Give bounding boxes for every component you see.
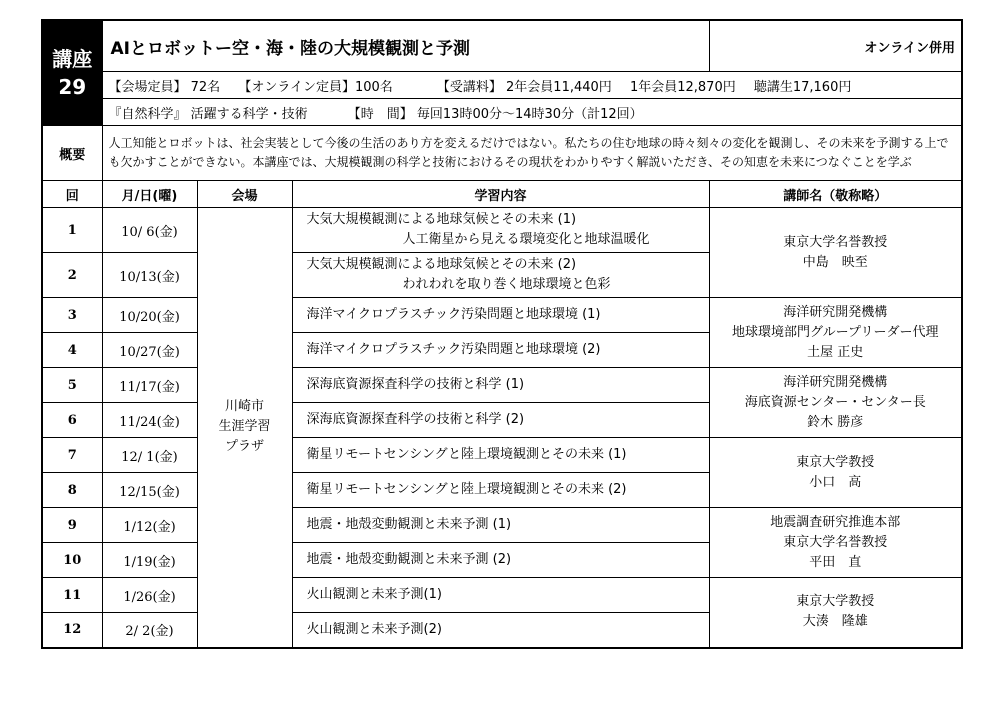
session-content [292,253,709,298]
lecturer-name: 鈴木 勝彦 [807,414,864,430]
lecturer-name: 小口 高 [809,474,862,490]
table-row [42,298,962,333]
time: 【時 間】 毎回13時00分～14時30分（計12回） [347,106,643,122]
session-number: 5 [42,368,102,403]
category: 『自然科学』 活躍する科学・技術 [108,106,308,122]
fee-auditor: 聴講生17,160円 [753,79,852,95]
session-number: 6 [42,403,102,438]
session-content: 海洋マイクロプラスチック汚染問題と地球環境 (1) [292,298,709,333]
session-content: 地震・地殻変動観測と未来予測 (1) [292,508,709,543]
header-content: 学習内容 [292,181,709,208]
session-date: 2/ 2(金) [102,613,197,648]
lecture-number-block [42,20,102,126]
session-number: 1 [42,208,102,253]
session-date: 1/19(金) [102,543,197,578]
session-date: 1/12(金) [102,508,197,543]
capacity-online: 【オンライン定員】100名 [238,79,393,95]
course-table [41,19,963,649]
fee-2year: 【受講料】 2年会員11,440円 [436,79,612,95]
course-title: AIとロボットー空・海・陸の大規模観測と予測 [102,20,709,72]
header-num: 回 [42,181,102,208]
session-content: 火山観測と未来予測(2) [292,613,709,648]
online-note: オンライン併用 [709,20,962,72]
session-date: 10/13(金) [102,253,197,298]
session-content: 地震・地殻変動観測と未来予測 (2) [292,543,709,578]
session-content: 深海底資源探査科学の技術と科学 (1) [292,368,709,403]
venue-line: 川崎市 [224,399,264,415]
lecturer-name: 大湊 隆雄 [802,614,868,630]
lecturer-affiliation: 東京大学教授 [796,454,875,470]
session-number: 11 [42,578,102,613]
session-number: 2 [42,253,102,298]
session-topic: 大気大規模観測による地球気候とその未来 (1) [306,212,577,227]
lecturer-cell [709,508,962,578]
lecturer-affiliation: 東京大学教授 [796,594,875,610]
session-date: 12/15(金) [102,473,197,508]
info-line-2 [102,99,962,126]
session-topic: 大気大規模観測による地球気候とその未来 (2) [306,257,577,272]
session-content: 深海底資源探査科学の技術と科学 (2) [292,403,709,438]
session-date: 11/17(金) [102,368,197,403]
info-line-1 [102,72,962,99]
header-date: 月/日(曜) [102,181,197,208]
venue-line: 生涯学習 [218,419,271,435]
lecturer-cell [709,578,962,648]
session-content: 火山観測と未来予測(1) [292,578,709,613]
header-venue: 会場 [197,181,292,208]
course-sheet [41,19,961,649]
lecturer-name: 平田 直 [809,554,862,570]
session-number: 9 [42,508,102,543]
summary-text: 人工知能とロボットは、社会実装として今後の生活のあり方を変えるだけではない。私たちの住む地球の時々刻々の変化を観測し、その未来を予測する上でも欠かすことができない。本講座では、大規模観測の科学と技術におけるその現状をわかりやすく解説いただき、その知恵を未来につなぐことを学ぶ [102,126,962,181]
session-number: 7 [42,438,102,473]
table-row [42,438,962,473]
header-lecturer: 講師名（敬称略） [709,181,962,208]
session-date: 10/ 6(金) [102,208,197,253]
lecturer-position: 東京大学名誉教授 [783,534,888,550]
lecturer-position: 地球環境部門グループリーダー代理 [732,324,939,340]
lecture-number: 29 [58,75,87,99]
lecturer-affiliation: 海洋研究開発機構 [783,304,888,320]
venue-cell [197,208,292,648]
table-row [42,208,962,253]
table-row [42,578,962,613]
session-date: 12/ 1(金) [102,438,197,473]
fee-1year: 1年会員12,870円 [629,79,736,95]
session-number: 12 [42,613,102,648]
session-date: 10/27(金) [102,333,197,368]
venue-line: プラザ [224,439,264,455]
lecturer-name: 中島 映至 [802,254,868,270]
session-number: 8 [42,473,102,508]
lecturer-name: 土屋 正史 [807,344,864,360]
table-row [42,508,962,543]
lecturer-cell [709,368,962,438]
table-row [42,368,962,403]
lecturer-affiliation: 海洋研究開発機構 [783,374,888,390]
lecturer-cell [709,298,962,368]
session-subtopic: われわれを取り巻く地球環境と色彩 [402,277,611,292]
lecture-label: 講座 [52,47,93,71]
lecturer-position: 海底資源センター・センター長 [744,394,926,410]
lecturer-cell [709,438,962,508]
summary-label: 概要 [42,126,102,181]
lecturer-affiliation: 地震調査研究推進本部 [770,514,901,530]
capacity-venue: 【会場定員】 72名 [108,79,221,95]
session-content: 海洋マイクロプラスチック汚染問題と地球環境 (2) [292,333,709,368]
session-date: 1/26(金) [102,578,197,613]
session-date: 11/24(金) [102,403,197,438]
session-number: 3 [42,298,102,333]
lecturer-affiliation: 東京大学名誉教授 [783,234,888,250]
session-subtopic: 人工衛星から見える環境変化と地球温暖化 [402,232,650,247]
lecturer-cell [709,208,962,298]
session-number: 4 [42,333,102,368]
session-content: 衛星リモートセンシングと陸上環境観測とその未来 (2) [292,473,709,508]
session-number: 10 [42,543,102,578]
session-content: 衛星リモートセンシングと陸上環境観測とその未来 (1) [292,438,709,473]
session-date: 10/20(金) [102,298,197,333]
session-content [292,208,709,253]
